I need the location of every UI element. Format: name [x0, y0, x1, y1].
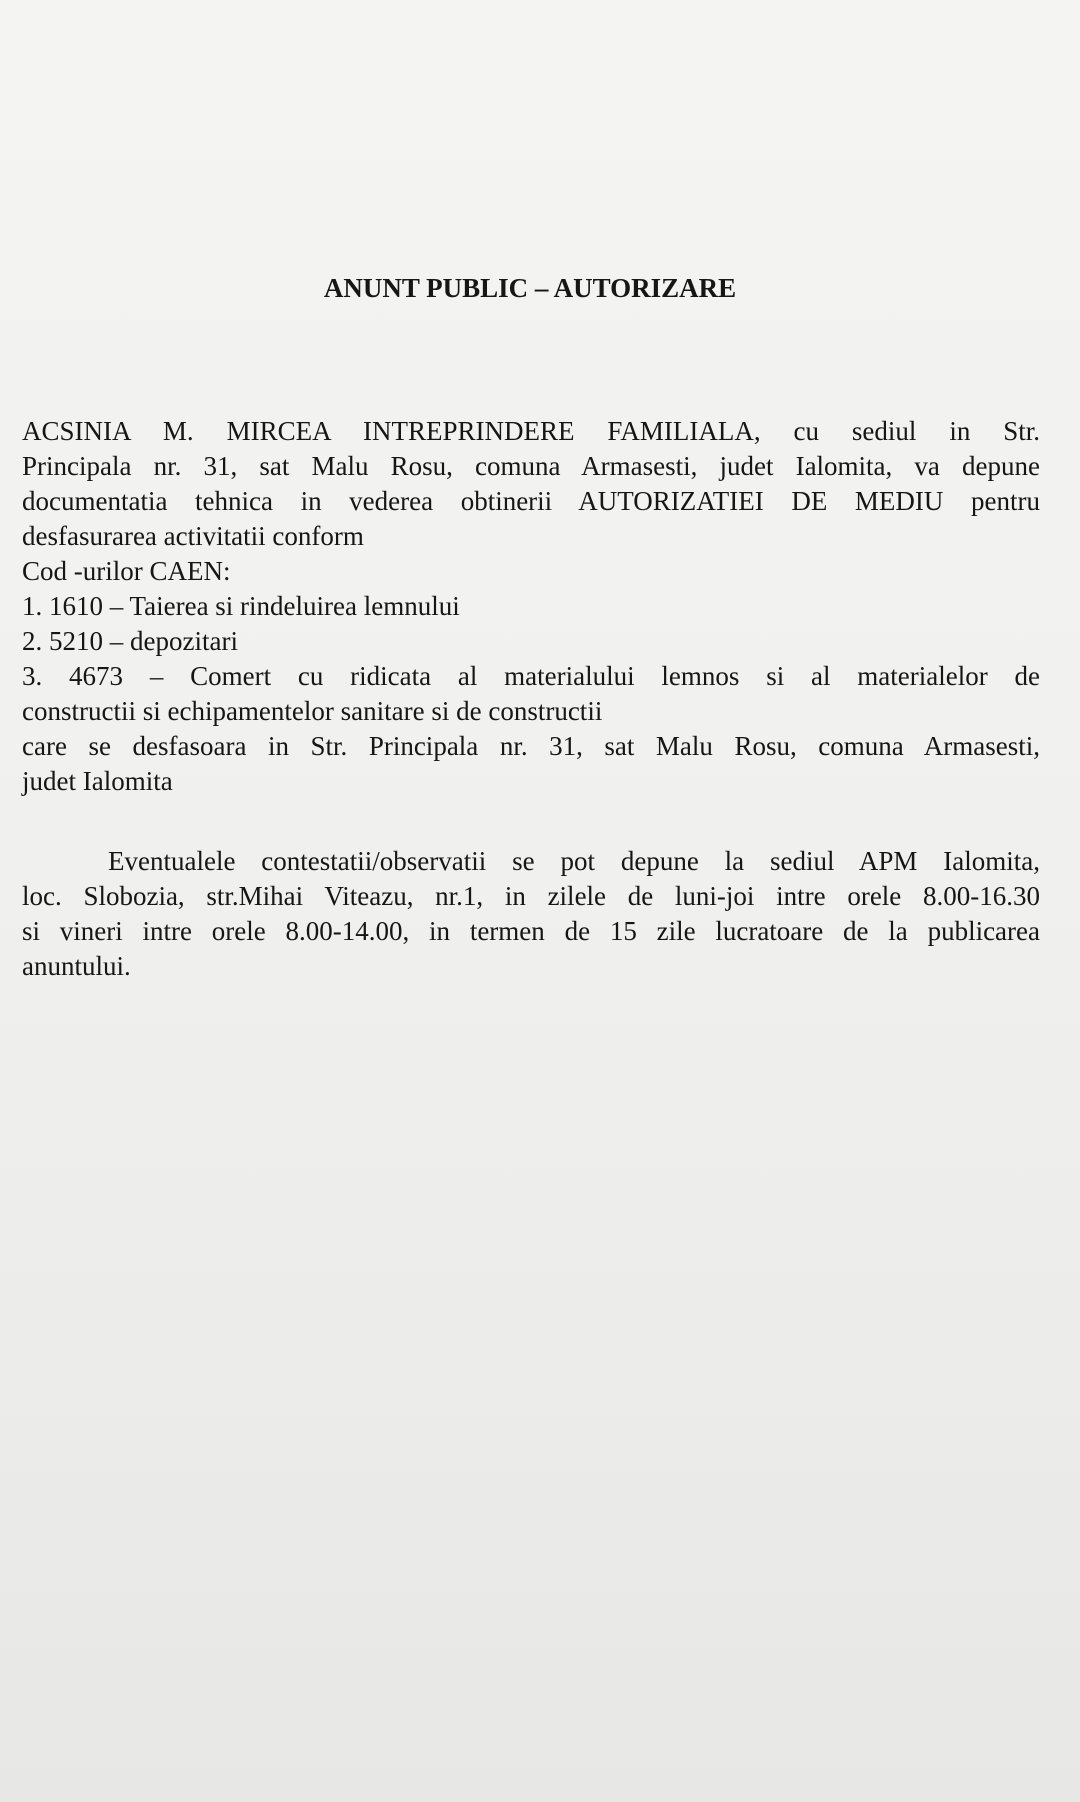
caen-item-2: 2. 5210 – depozitari: [22, 626, 238, 656]
paragraph-2-line: Eventualele contestatii/observatii se pot depune la sediul APM Ialomita,: [108, 846, 1040, 876]
paragraph-1-line: desfasurarea activitatii conform: [22, 521, 364, 551]
notice-paragraph-1: [22, 414, 1040, 799]
caen-item-3: 3. 4673 – Comert cu ridicata al materialului lemnos si al materialelor de: [22, 661, 1040, 691]
paragraph-2-line: loc. Slobozia, str.Mihai Viteazu, nr.1, in zilele de luni-joi intre orele 8.00-16.30: [22, 881, 1040, 911]
paragraph-1-line: judet Ialomita: [22, 766, 173, 796]
paragraph-1-line: ACSINIA M. MIRCEA INTREPRINDERE FAMILIALA, cu sediul in Str.: [22, 416, 1040, 446]
paragraph-1-line: care se desfasoara in Str. Principala nr. 31, sat Malu Rosu, comuna Armasesti,: [22, 731, 1040, 761]
paragraph-2-line: anuntului.: [22, 951, 131, 981]
document-title: ANUNT PUBLIC – AUTORIZARE: [323, 273, 737, 303]
caen-item-1: 1. 1610 – Taierea si rindeluirea lemnului: [22, 591, 460, 621]
paragraph-1-line: Principala nr. 31, sat Malu Rosu, comuna Armasesti, judet Ialomita, va depune: [22, 451, 1040, 481]
notice-paragraph-2: [22, 844, 1040, 984]
paragraph-2-line: si vineri intre orele 8.00-14.00, in termen de 15 zile lucratoare de la publicarea: [22, 916, 1040, 946]
caen-item-3-continued: constructii si echipamentelor sanitare si de constructii: [22, 696, 603, 726]
caen-heading: Cod -urilor CAEN:: [22, 556, 231, 586]
paragraph-1-line: documentatia tehnica in vederea obtinerii AUTORIZATIEI DE MEDIU pentru: [22, 486, 1040, 516]
